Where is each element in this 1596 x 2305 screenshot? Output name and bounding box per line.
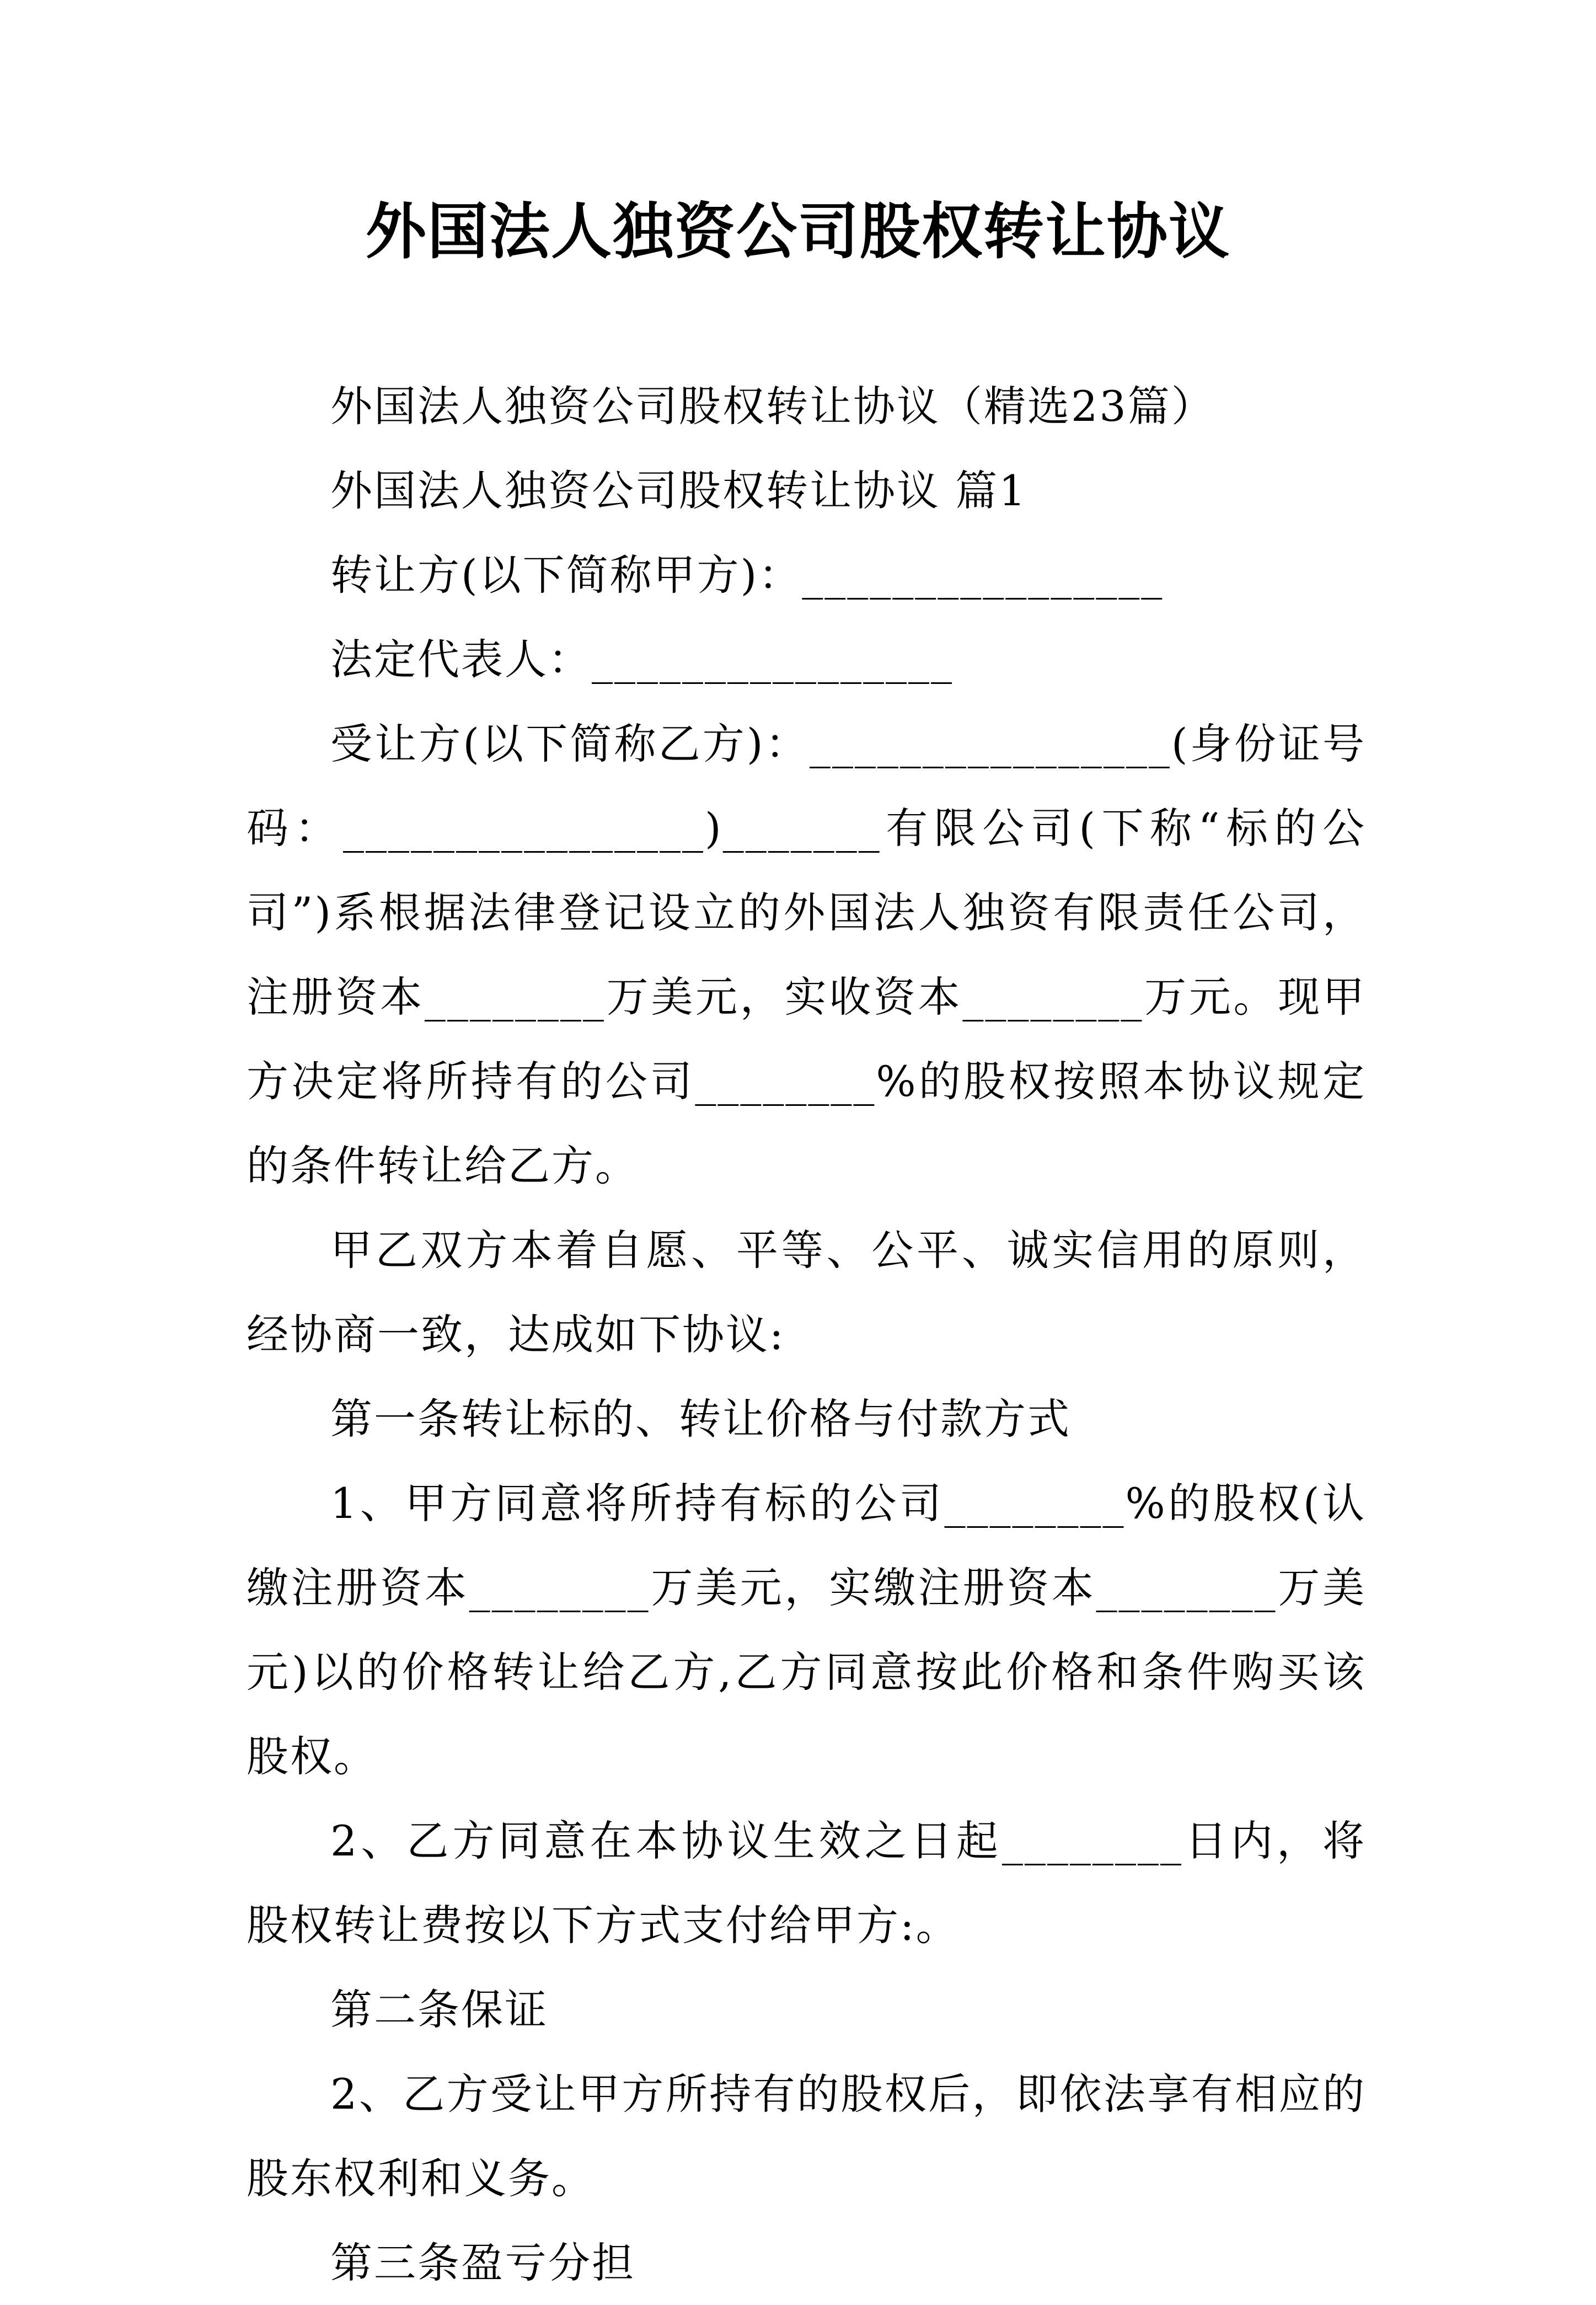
document-body (247, 364, 1366, 2305)
document-title: 外国法人独资公司股权转让协议 (366, 196, 1230, 267)
section-heading-part1: 外国法人独资公司股权转让协议 篇1 (330, 466, 1027, 515)
transferor-line: 转让方(以下简称甲方)：________________ (330, 550, 1164, 600)
article-3-heading: 第三条盈亏分担 (330, 2238, 635, 2287)
article-2-clause-2: 2、乙方受让甲方所持有的股权后，即依法享有相应的股东权利和义务。 (247, 2069, 1366, 2203)
article-1-heading: 第一条转让标的、转让价格与付款方式 (330, 1394, 1071, 1443)
article-2-heading: 第二条保证 (330, 1985, 548, 2034)
subtitle-selection: 外国法人独资公司股权转让协议（精选23篇） (330, 382, 1215, 431)
principles-paragraph: 甲乙双方本着自愿、平等、公平、诚实信用的原则，经协商一致，达成如下协议: (247, 1226, 1366, 1359)
article-1-clause-1: 1、甲方同意将所持有标的公司________%的股权(认缴注册资本________万美元，实缴注册资本________万美元)以的价格转让给乙方,乙方同意按此价格和条件购买该股权。 (247, 1479, 1366, 1781)
transferee-paragraph: 受让方(以下简称乙方)：________________(身份证号码：________________)_______有限公司(下称“标的公司”)系根据法律登记设立的外国法人独资有限责任公司，注册资本________万美元，实收资本________万元。现甲方决定将所持有的公司________%的股权按照本协议规定的条件转让给乙方。 (247, 719, 1366, 1190)
article-1-clause-2: 2、乙方同意在本协议生效之日起________日内，将股权转让费按以下方式支付给甲方:。 (247, 1816, 1366, 1950)
legal-representative-line: 法定代表人：________________ (330, 635, 954, 684)
